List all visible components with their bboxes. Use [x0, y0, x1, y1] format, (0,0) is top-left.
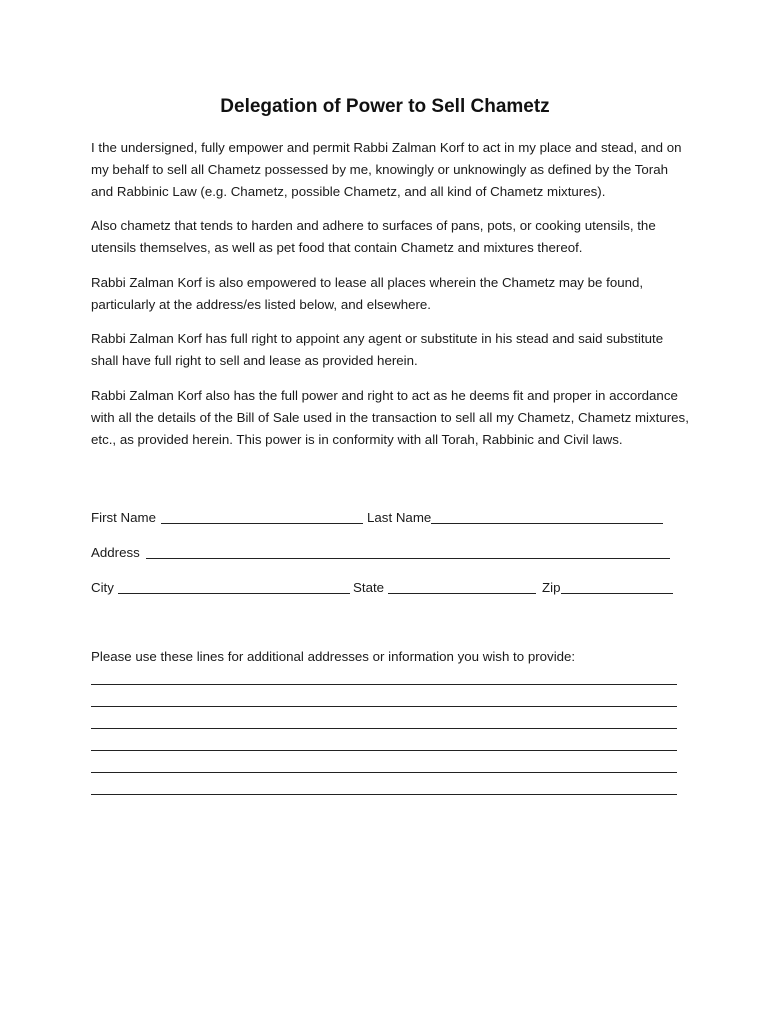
zip-field[interactable] [561, 593, 673, 594]
first-name-label: First Name [91, 510, 157, 525]
city-field[interactable] [118, 593, 350, 594]
last-name-label: Last Name [367, 510, 432, 525]
additional-info-prompt: Please use these lines for additional addresses or information you wish to provide: [91, 649, 576, 664]
first-name-field[interactable] [161, 523, 363, 524]
document-title: Delegation of Power to Sell Chametz [220, 96, 550, 117]
additional-info-line[interactable] [91, 772, 677, 773]
paragraph-agent: Rabbi Zalman Korf has full right to appoint any agent or substitute in his stead and said substitute shall have full right to sell and lease as provided herein. [91, 331, 664, 368]
paragraph-utensils: Also chametz that tends to harden and adhere to surfaces of pans, pots, or cooking utensils, the utensils themselves, as well as pet food that contain Chametz and mixtures thereof. [91, 218, 656, 255]
zip-label: Zip [542, 580, 561, 595]
paragraph-empowerment: I the undersigned, fully empower and permit Rabbi Zalman Korf to act in my place and stead, and on my behalf to sell all Chametz possessed by me, knowingly or unknowingly as defined by the Torah and Rabbinic Law (e.g. Chametz, possible Chametz, and all kind of Chametz mixtures). [91, 140, 682, 199]
address-field[interactable] [146, 558, 670, 559]
paragraph-power: Rabbi Zalman Korf also has the full power and right to act as he deems fit and proper in accordance with all the details of the Bill of Sale used in the transaction to sell all my Chametz, Chametz mixtures, etc., as provided herein. This power is in conformity with all Torah, Rabbinic and Civil laws. [91, 388, 689, 447]
address-label: Address [91, 545, 140, 560]
last-name-field[interactable] [431, 523, 663, 524]
state-field[interactable] [388, 593, 536, 594]
state-label: State [353, 580, 385, 595]
additional-info-line[interactable] [91, 794, 677, 795]
additional-info-line[interactable] [91, 684, 677, 685]
additional-info-line[interactable] [91, 706, 677, 707]
paragraph-lease: Rabbi Zalman Korf is also empowered to lease all places wherein the Chametz may be found, particularly at the address/es listed below, and elsewhere. [91, 275, 644, 312]
additional-info-line[interactable] [91, 728, 677, 729]
additional-info-line[interactable] [91, 750, 677, 751]
city-label: City [91, 580, 114, 595]
